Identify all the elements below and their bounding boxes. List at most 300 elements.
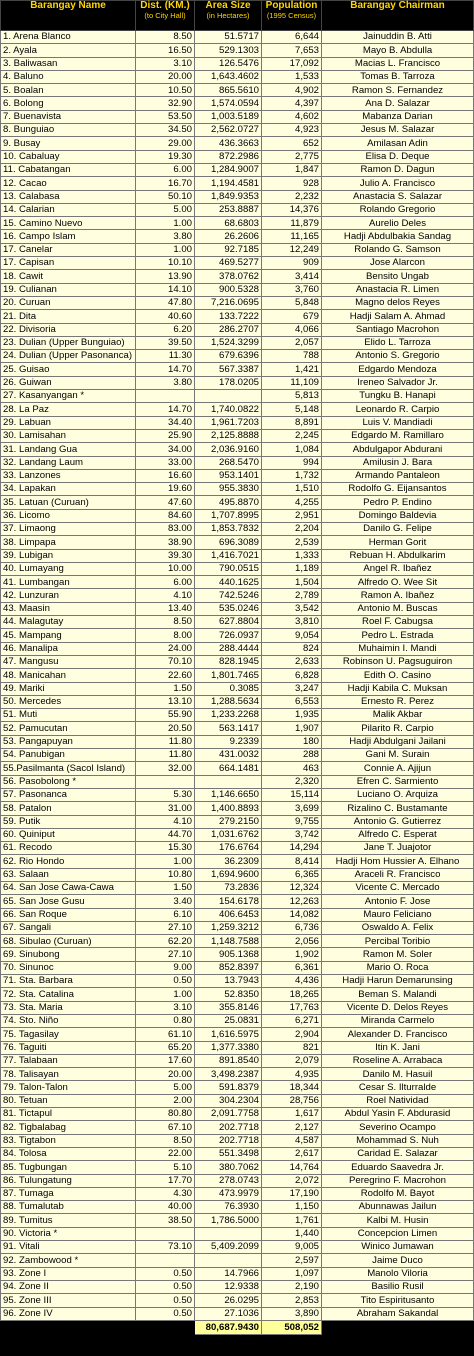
table-row bbox=[1, 456, 474, 469]
distance-cell: 20.00 bbox=[136, 70, 195, 83]
header-row bbox=[1, 1, 474, 31]
population-cell: 3,890 bbox=[262, 1307, 322, 1320]
distance-cell: 39.50 bbox=[136, 336, 195, 349]
distance-cell: 1.50 bbox=[136, 682, 195, 695]
chairman-cell: Connie A. Ajijun bbox=[322, 762, 474, 775]
table-row bbox=[1, 390, 474, 403]
distance-cell: 4.10 bbox=[136, 589, 195, 602]
population-cell: 1,097 bbox=[262, 1267, 322, 1280]
table-row bbox=[1, 509, 474, 522]
distance-cell: 14.10 bbox=[136, 283, 195, 296]
chairman-cell: Ana D. Salazar bbox=[322, 97, 474, 110]
population-cell: 2,633 bbox=[262, 655, 322, 668]
distance-cell: 50.10 bbox=[136, 190, 195, 203]
table-row bbox=[1, 310, 474, 323]
table-body bbox=[1, 31, 474, 1321]
area-cell: 2,562.0727 bbox=[195, 124, 262, 137]
area-cell: 1,400.8893 bbox=[195, 802, 262, 815]
table-row bbox=[1, 722, 474, 735]
area-cell: 1,288.5634 bbox=[195, 695, 262, 708]
chairman-cell: Jaime Duco bbox=[322, 1254, 474, 1267]
chairman-cell: Araceli R. Francisco bbox=[322, 868, 474, 881]
population-cell: 2,789 bbox=[262, 589, 322, 602]
population-cell: 2,245 bbox=[262, 429, 322, 442]
population-cell: 824 bbox=[262, 642, 322, 655]
distance-cell: 19.60 bbox=[136, 483, 195, 496]
barangay-name-cell: 19. Culianan bbox=[1, 283, 136, 296]
area-cell: 1,377.3380 bbox=[195, 1041, 262, 1054]
population-cell: 2,204 bbox=[262, 522, 322, 535]
table-row bbox=[1, 961, 474, 974]
area-cell: 36.2309 bbox=[195, 855, 262, 868]
table-row bbox=[1, 562, 474, 575]
table-row bbox=[1, 709, 474, 722]
barangay-name-cell: 79. Talon-Talon bbox=[1, 1081, 136, 1094]
distance-cell: 13.10 bbox=[136, 695, 195, 708]
area-cell: 1,694.9600 bbox=[195, 868, 262, 881]
chairman-cell: Rolando Gregorio bbox=[322, 203, 474, 216]
chairman-cell: Manolo Viloria bbox=[322, 1267, 474, 1280]
chairman-cell: Jane T. Juajotor bbox=[322, 842, 474, 855]
table-row bbox=[1, 802, 474, 815]
population-cell: 2,904 bbox=[262, 1028, 322, 1041]
distance-cell: 20.50 bbox=[136, 722, 195, 735]
distance-cell: 38.50 bbox=[136, 1214, 195, 1227]
area-cell: 12.9338 bbox=[195, 1280, 262, 1293]
population-cell: 8,414 bbox=[262, 855, 322, 868]
area-cell: 664.1481 bbox=[195, 762, 262, 775]
barangay-name-cell: 68. Sibulao (Curuan) bbox=[1, 935, 136, 948]
population-cell: 3,542 bbox=[262, 602, 322, 615]
distance-cell: 32.00 bbox=[136, 762, 195, 775]
barangay-name-cell: 3. Baliwasan bbox=[1, 57, 136, 70]
distance-cell: 32.90 bbox=[136, 97, 195, 110]
barangay-name-cell: 20. Curuan bbox=[1, 296, 136, 309]
barangay-name-cell: 40. Lumayang bbox=[1, 562, 136, 575]
chairman-cell: Bensito Ungab bbox=[322, 270, 474, 283]
table-row bbox=[1, 602, 474, 615]
barangay-name-cell: 67. Sangali bbox=[1, 921, 136, 934]
total-area: 80,687.9430 bbox=[195, 1320, 262, 1334]
distance-cell: 11.80 bbox=[136, 749, 195, 762]
population-cell: 4,397 bbox=[262, 97, 322, 110]
total-population: 508,052 bbox=[262, 1320, 322, 1334]
barangay-name-cell: 57. Pasonanca bbox=[1, 788, 136, 801]
chairman-cell: Gani M. Surain bbox=[322, 749, 474, 762]
chairman-cell: Armando Pantaleon bbox=[322, 469, 474, 482]
chairman-cell: Kalbi M. Husin bbox=[322, 1214, 474, 1227]
area-cell: 535.0246 bbox=[195, 602, 262, 615]
area-cell: 563.1417 bbox=[195, 722, 262, 735]
chairman-cell: Santiago Macrohon bbox=[322, 323, 474, 336]
population-cell: 18,344 bbox=[262, 1081, 322, 1094]
population-cell: 4,587 bbox=[262, 1134, 322, 1147]
chairman-cell: Basilio Rusil bbox=[322, 1280, 474, 1293]
table-row bbox=[1, 429, 474, 442]
table-row bbox=[1, 815, 474, 828]
barangay-name-cell: 37. Limaong bbox=[1, 522, 136, 535]
table-row bbox=[1, 97, 474, 110]
chairman-cell: Mario O. Roca bbox=[322, 961, 474, 974]
area-cell: 551.3498 bbox=[195, 1147, 262, 1160]
distance-cell: 1.50 bbox=[136, 882, 195, 895]
barangay-name-cell: 52. Pamucutan bbox=[1, 722, 136, 735]
chairman-cell: Danilo M. Hasuil bbox=[322, 1068, 474, 1081]
table-row bbox=[1, 483, 474, 496]
area-cell: 828.1945 bbox=[195, 655, 262, 668]
distance-cell: 44.70 bbox=[136, 828, 195, 841]
barangay-name-cell: 56. Pasobolong * bbox=[1, 775, 136, 788]
table-row bbox=[1, 323, 474, 336]
area-cell: 567.3387 bbox=[195, 363, 262, 376]
population-cell: 1,150 bbox=[262, 1201, 322, 1214]
area-cell: 1,148.7588 bbox=[195, 935, 262, 948]
population-cell: 994 bbox=[262, 456, 322, 469]
area-cell: 852.8397 bbox=[195, 961, 262, 974]
table-row bbox=[1, 31, 474, 44]
table-row bbox=[1, 775, 474, 788]
table-row bbox=[1, 1280, 474, 1293]
distance-cell: 16.70 bbox=[136, 177, 195, 190]
area-cell: 591.8379 bbox=[195, 1081, 262, 1094]
chairman-cell: Oswaldo A. Felix bbox=[322, 921, 474, 934]
area-cell bbox=[195, 390, 262, 403]
barangay-name-cell: 28. La Paz bbox=[1, 403, 136, 416]
chairman-cell: Amilasan Adin bbox=[322, 137, 474, 150]
barangay-name-cell: 22. Divisoria bbox=[1, 323, 136, 336]
population-cell: 11,165 bbox=[262, 230, 322, 243]
table-row bbox=[1, 1081, 474, 1094]
area-cell: 5,409.2099 bbox=[195, 1241, 262, 1254]
barangay-name-cell: 50. Mercedes bbox=[1, 695, 136, 708]
barangay-name-cell: 45. Mampang bbox=[1, 629, 136, 642]
population-cell: 821 bbox=[262, 1041, 322, 1054]
area-cell: 696.3089 bbox=[195, 536, 262, 549]
area-cell: 178.0205 bbox=[195, 376, 262, 389]
distance-cell: 0.50 bbox=[136, 975, 195, 988]
chairman-cell: Ireneo Salvador Jr. bbox=[322, 376, 474, 389]
area-cell: 1,416.7021 bbox=[195, 549, 262, 562]
barangay-name-cell: 14. Calarian bbox=[1, 203, 136, 216]
chairman-cell: Abunnawas Jailun bbox=[322, 1201, 474, 1214]
population-cell: 652 bbox=[262, 137, 322, 150]
table-row bbox=[1, 70, 474, 83]
distance-cell: 6.10 bbox=[136, 908, 195, 921]
table-row bbox=[1, 469, 474, 482]
distance-cell: 80.80 bbox=[136, 1108, 195, 1121]
barangay-name-cell: 16. Campo Islam bbox=[1, 230, 136, 243]
distance-cell: 62.20 bbox=[136, 935, 195, 948]
table-row bbox=[1, 669, 474, 682]
chairman-cell: Hadji Abdulgani Jailani bbox=[322, 735, 474, 748]
table-row bbox=[1, 1294, 474, 1307]
area-cell: 1,031.6762 bbox=[195, 828, 262, 841]
barangay-name-cell: 46. Manalipa bbox=[1, 642, 136, 655]
area-cell: 1,853.7832 bbox=[195, 522, 262, 535]
area-cell: 905.1368 bbox=[195, 948, 262, 961]
header-chairman-label: Barangay Chairman bbox=[350, 0, 445, 11]
totals-row bbox=[1, 1320, 474, 1334]
table-footer bbox=[1, 1320, 474, 1334]
area-cell: 202.7718 bbox=[195, 1121, 262, 1134]
area-cell: 380.7062 bbox=[195, 1161, 262, 1174]
area-cell: 126.5476 bbox=[195, 57, 262, 70]
table-row bbox=[1, 735, 474, 748]
table-row bbox=[1, 177, 474, 190]
population-cell: 3,414 bbox=[262, 270, 322, 283]
area-cell: 14.7966 bbox=[195, 1267, 262, 1280]
table-row bbox=[1, 1147, 474, 1160]
barangay-name-cell: 81. Tictapul bbox=[1, 1108, 136, 1121]
barangay-name-cell: 74. Sto. Niño bbox=[1, 1014, 136, 1027]
distance-cell: 40.60 bbox=[136, 310, 195, 323]
barangay-name-cell: 26. Guiwan bbox=[1, 376, 136, 389]
population-cell: 28,756 bbox=[262, 1094, 322, 1107]
area-cell bbox=[195, 1254, 262, 1267]
chairman-cell: Edgardo Mendoza bbox=[322, 363, 474, 376]
barangay-name-cell: 24. Dulian (Upper Pasonanca) bbox=[1, 350, 136, 363]
chairman-cell: Abraham Sakandal bbox=[322, 1307, 474, 1320]
table-row bbox=[1, 522, 474, 535]
barangay-name-cell: 62. Rio Hondo bbox=[1, 855, 136, 868]
barangay-name-cell: 43. Maasin bbox=[1, 602, 136, 615]
chairman-cell: Roel F. Cabugsa bbox=[322, 616, 474, 629]
population-cell: 2,127 bbox=[262, 1121, 322, 1134]
area-cell: 1,786.5000 bbox=[195, 1214, 262, 1227]
distance-cell: 10.00 bbox=[136, 562, 195, 575]
barangay-name-cell: 88. Tumalutab bbox=[1, 1201, 136, 1214]
barangay-name-cell: 90. Victoria * bbox=[1, 1227, 136, 1240]
distance-cell: 3.40 bbox=[136, 895, 195, 908]
area-cell: 68.6803 bbox=[195, 217, 262, 230]
area-cell: 473.9979 bbox=[195, 1187, 262, 1200]
table-row bbox=[1, 1068, 474, 1081]
distance-cell: 33.00 bbox=[136, 456, 195, 469]
barangay-name-cell: 71. Sta. Barbara bbox=[1, 975, 136, 988]
area-cell: 891.8540 bbox=[195, 1054, 262, 1067]
barangay-name-cell: 11. Cabatangan bbox=[1, 163, 136, 176]
area-cell: 742.5246 bbox=[195, 589, 262, 602]
chairman-cell: Peregrino F. Macrohon bbox=[322, 1174, 474, 1187]
table-row bbox=[1, 376, 474, 389]
barangay-name-cell: 25. Guisao bbox=[1, 363, 136, 376]
table-row bbox=[1, 975, 474, 988]
table-row bbox=[1, 363, 474, 376]
area-cell bbox=[195, 1227, 262, 1240]
population-cell: 11,109 bbox=[262, 376, 322, 389]
area-cell: 176.6764 bbox=[195, 842, 262, 855]
barangay-name-cell: 44. Malagutay bbox=[1, 616, 136, 629]
area-cell: 133.7222 bbox=[195, 310, 262, 323]
chairman-cell: Ramon M. Soler bbox=[322, 948, 474, 961]
header-area-size-sub: (in Hectares) bbox=[206, 11, 250, 20]
chairman-cell: Severino Ocampo bbox=[322, 1121, 474, 1134]
area-cell: 1,146.6650 bbox=[195, 788, 262, 801]
area-cell: 1,284.9007 bbox=[195, 163, 262, 176]
barangay-name-cell: 63. Salaan bbox=[1, 868, 136, 881]
distance-cell: 70.10 bbox=[136, 655, 195, 668]
distance-cell: 34.40 bbox=[136, 416, 195, 429]
table-row bbox=[1, 1187, 474, 1200]
distance-cell: 55.90 bbox=[136, 709, 195, 722]
distance-cell: 8.50 bbox=[136, 31, 195, 44]
table-row bbox=[1, 1041, 474, 1054]
population-cell: 1,533 bbox=[262, 70, 322, 83]
population-cell: 2,853 bbox=[262, 1294, 322, 1307]
area-cell: 1,259.3212 bbox=[195, 921, 262, 934]
area-cell: 955.3830 bbox=[195, 483, 262, 496]
distance-cell: 9.00 bbox=[136, 961, 195, 974]
distance-cell: 0.50 bbox=[136, 1280, 195, 1293]
table-row bbox=[1, 243, 474, 256]
chairman-cell: Rebuan H. Abdulkarim bbox=[322, 549, 474, 562]
barangay-name-cell: 84. Tolosa bbox=[1, 1147, 136, 1160]
distance-cell: 47.60 bbox=[136, 496, 195, 509]
chairman-cell: Jainuddin B. Atti bbox=[322, 31, 474, 44]
chairman-cell: Efren C. Sarmiento bbox=[322, 775, 474, 788]
area-cell: 2,091.7758 bbox=[195, 1108, 262, 1121]
barangay-name-cell: 77. Talabaan bbox=[1, 1054, 136, 1067]
population-cell: 6,553 bbox=[262, 695, 322, 708]
chairman-cell: Cesar S. Ilturralde bbox=[322, 1081, 474, 1094]
table-row bbox=[1, 1094, 474, 1107]
population-cell: 2,056 bbox=[262, 935, 322, 948]
population-cell: 17,092 bbox=[262, 57, 322, 70]
table-row bbox=[1, 1134, 474, 1147]
area-cell: 1,233.2268 bbox=[195, 709, 262, 722]
chairman-cell: Hadji Harun Demarunsing bbox=[322, 975, 474, 988]
chairman-cell: Edgardo M. Ramillaro bbox=[322, 429, 474, 442]
chairman-cell: Mabanza Darian bbox=[322, 110, 474, 123]
barangay-name-cell: 47. Mangusu bbox=[1, 655, 136, 668]
population-cell: 6,736 bbox=[262, 921, 322, 934]
table-row bbox=[1, 124, 474, 137]
distance-cell: 10.50 bbox=[136, 84, 195, 97]
distance-cell: 0.50 bbox=[136, 1307, 195, 1320]
barangay-name-cell: 58. Patalon bbox=[1, 802, 136, 815]
barangay-name-cell: 69. Sinubong bbox=[1, 948, 136, 961]
area-cell: 865.5610 bbox=[195, 84, 262, 97]
area-cell: 3,498.2387 bbox=[195, 1068, 262, 1081]
table-row bbox=[1, 762, 474, 775]
totals-blank-chair bbox=[322, 1320, 474, 1334]
barangay-name-cell: 32. Landang Laum bbox=[1, 456, 136, 469]
population-cell: 2,072 bbox=[262, 1174, 322, 1187]
table-row bbox=[1, 868, 474, 881]
distance-cell: 8.50 bbox=[136, 616, 195, 629]
area-cell: 27.1036 bbox=[195, 1307, 262, 1320]
distance-cell: 53.50 bbox=[136, 110, 195, 123]
area-cell: 2,125.8888 bbox=[195, 429, 262, 442]
population-cell: 2,190 bbox=[262, 1280, 322, 1293]
chairman-cell: Luis V. Mandiadi bbox=[322, 416, 474, 429]
area-cell: 431.0032 bbox=[195, 749, 262, 762]
table-row bbox=[1, 921, 474, 934]
table-header bbox=[1, 1, 474, 31]
area-cell: 2,036.9160 bbox=[195, 443, 262, 456]
barangay-name-cell: 41. Lumbangan bbox=[1, 576, 136, 589]
barangay-name-cell: 48. Manicahan bbox=[1, 669, 136, 682]
chairman-cell: Muhaimin I. Mandi bbox=[322, 642, 474, 655]
barangay-name-cell: 72. Sta. Catalina bbox=[1, 988, 136, 1001]
area-cell: 1,616.5975 bbox=[195, 1028, 262, 1041]
population-cell: 909 bbox=[262, 257, 322, 270]
chairman-cell: Roel Natividad bbox=[322, 1094, 474, 1107]
table-row bbox=[1, 1254, 474, 1267]
distance-cell: 0.50 bbox=[136, 1267, 195, 1280]
area-cell: 1,801.7465 bbox=[195, 669, 262, 682]
totals-blank-name bbox=[1, 1320, 136, 1334]
distance-cell: 39.30 bbox=[136, 549, 195, 562]
barangay-name-cell: 18. Cawit bbox=[1, 270, 136, 283]
distance-cell bbox=[136, 390, 195, 403]
population-cell: 679 bbox=[262, 310, 322, 323]
distance-cell: 19.30 bbox=[136, 150, 195, 163]
distance-cell: 10.10 bbox=[136, 257, 195, 270]
barangay-name-cell: 23. Dulian (Upper Bunguiao) bbox=[1, 336, 136, 349]
table-row bbox=[1, 682, 474, 695]
chairman-cell: Robinson U. Pagsuguiron bbox=[322, 655, 474, 668]
table-row bbox=[1, 217, 474, 230]
chairman-cell: Rodolfo M. Bayot bbox=[322, 1187, 474, 1200]
chairman-cell: Pedro L. Estrada bbox=[322, 629, 474, 642]
table-row bbox=[1, 190, 474, 203]
chairman-cell: Ramon A. Ibañez bbox=[322, 589, 474, 602]
area-cell: 52.8350 bbox=[195, 988, 262, 1001]
barangay-name-cell: 75. Tagasilay bbox=[1, 1028, 136, 1041]
barangay-name-cell: 4. Baluno bbox=[1, 70, 136, 83]
area-cell: 627.8804 bbox=[195, 616, 262, 629]
chairman-cell: Rizalino C. Bustamante bbox=[322, 802, 474, 815]
table-row bbox=[1, 1227, 474, 1240]
header-distance-sub: (to City Hall) bbox=[144, 11, 186, 20]
population-cell: 1,732 bbox=[262, 469, 322, 482]
population-cell: 2,597 bbox=[262, 1254, 322, 1267]
barangay-name-cell: 92. Zambowood * bbox=[1, 1254, 136, 1267]
table-row bbox=[1, 403, 474, 416]
area-cell: 154.6178 bbox=[195, 895, 262, 908]
table-row bbox=[1, 788, 474, 801]
population-cell: 4,066 bbox=[262, 323, 322, 336]
barangay-name-cell: 15. Camino Nuevo bbox=[1, 217, 136, 230]
population-cell: 15,114 bbox=[262, 788, 322, 801]
distance-cell: 22.00 bbox=[136, 1147, 195, 1160]
table-row bbox=[1, 1001, 474, 1014]
population-cell: 6,828 bbox=[262, 669, 322, 682]
barangay-name-cell: 55.Pasilmanta (Sacol Island) bbox=[1, 762, 136, 775]
population-cell: 1,907 bbox=[262, 722, 322, 735]
chairman-cell: Hadji Abdulbakia Sandag bbox=[322, 230, 474, 243]
chairman-cell: Beman S. Malandi bbox=[322, 988, 474, 1001]
barangay-name-cell: 10. Cabaluay bbox=[1, 150, 136, 163]
table-row bbox=[1, 283, 474, 296]
chairman-cell: Macias L. Francisco bbox=[322, 57, 474, 70]
population-cell: 1,189 bbox=[262, 562, 322, 575]
chairman-cell: Tito Espiritusanto bbox=[322, 1294, 474, 1307]
area-cell: 900.5328 bbox=[195, 283, 262, 296]
distance-cell: 6.00 bbox=[136, 163, 195, 176]
chairman-cell: Itin K. Jani bbox=[322, 1041, 474, 1054]
distance-cell: 20.00 bbox=[136, 1068, 195, 1081]
table-row bbox=[1, 1161, 474, 1174]
barangay-name-cell: 9. Busay bbox=[1, 137, 136, 150]
barangay-name-cell: 31. Landang Gua bbox=[1, 443, 136, 456]
distance-cell: 3.10 bbox=[136, 57, 195, 70]
barangay-name-cell: 59. Putik bbox=[1, 815, 136, 828]
barangay-name-cell: 76. Taguiti bbox=[1, 1041, 136, 1054]
distance-cell: 14.70 bbox=[136, 363, 195, 376]
table-row bbox=[1, 749, 474, 762]
